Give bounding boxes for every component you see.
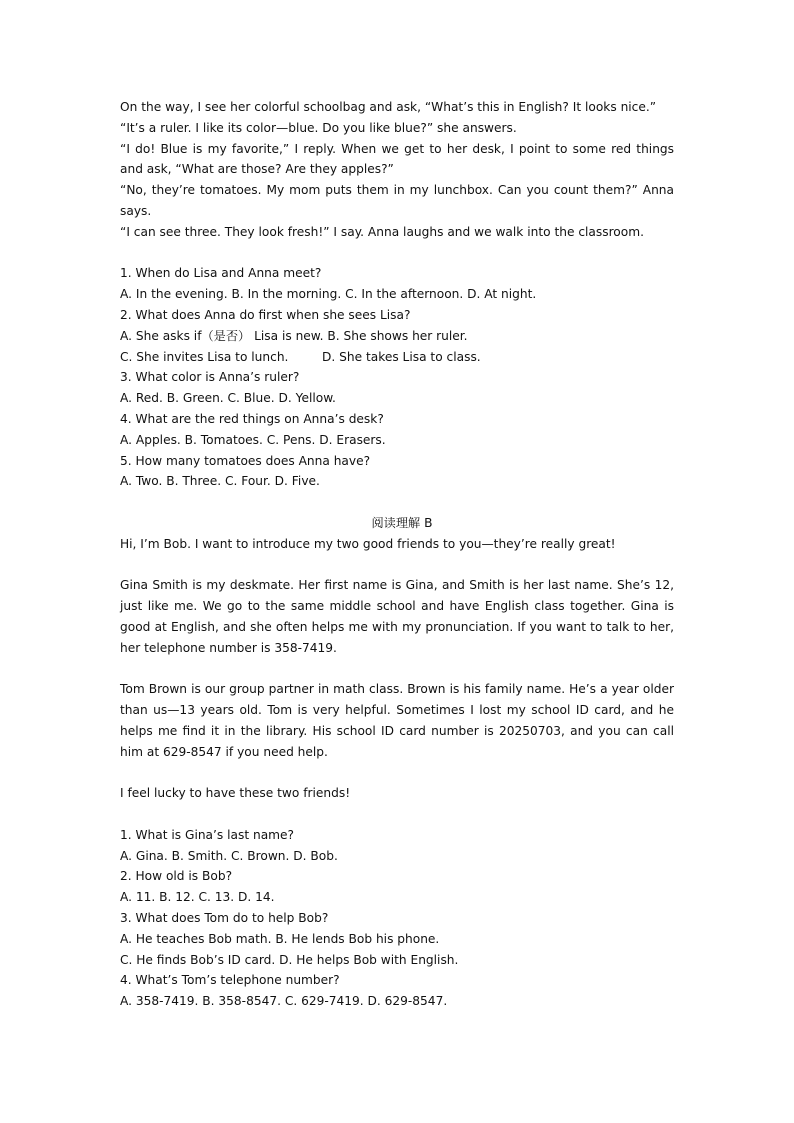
document-page (120, 97, 674, 1012)
question-2-options: A. She asks if（是否） Lisa is new. B. She shows her ruler. (120, 328, 468, 343)
story-paragraph-2: “It’s a ruler. I like its color—blue. Do you like blue?” she answers. (120, 120, 517, 135)
question-1-options: A. In the evening. B. In the morning. C. In the afternoon. D. At night. (120, 287, 537, 302)
spacer (120, 804, 674, 825)
b-question-1-options: A. Gina. B. Smith. C. Brown. D. Bob. (120, 848, 338, 863)
b-question-4: 4. What’s Tom’s telephone number? (120, 973, 340, 988)
b-question-3: 3. What does Tom do to help Bob? (120, 911, 329, 926)
spacer (120, 243, 674, 264)
story-paragraph-1: On the way, I see her colorful schoolbag and ask, “What’s this in English? It looks nice.” (120, 100, 657, 114)
b-question-4-options: A. 358-7419. B. 358-8547. C. 629-7419. D. 629-8547. (120, 994, 448, 1009)
question-5: 5. How many tomatoes does Anna have? (120, 453, 371, 468)
spacer (120, 555, 674, 576)
b-question-3-options: A. He teaches Bob math. B. He lends Bob his phone. (120, 931, 440, 946)
question-3-options: A. Red. B. Green. C. Blue. D. Yellow. (120, 391, 336, 406)
intro-paragraph: Hi, I’m Bob. I want to introduce my two good friends to you—they’re really great! (120, 536, 616, 551)
story-paragraph-3: “I do! Blue is my favorite,” I reply. When we get to her desk, I point to some red things and ask, “What are those? Are they apples?” (120, 141, 674, 177)
story-paragraph-4: “No, they’re tomatoes. My mom puts them in my lunchbox. Can you count them?” Anna says. (120, 183, 674, 218)
question-4: 4. What are the red things on Anna’s desk? (120, 411, 384, 426)
closing-paragraph: I feel lucky to have these two friends! (120, 786, 351, 801)
b-question-2-options: A. 11. B. 12. C. 13. D. 14. (120, 890, 275, 905)
spacer (120, 659, 674, 680)
b-question-3-options-row-2: C. He finds Bob’s ID card. D. He helps Bob with English. (120, 952, 459, 967)
spacer (120, 492, 674, 513)
b-question-1: 1. What is Gina’s last name? (120, 827, 295, 842)
story-paragraph-5: “I can see three. They look fresh!” I say. Anna laughs and we walk into the classroom. (120, 224, 644, 239)
question-3: 3. What color is Anna’s ruler? (120, 370, 300, 385)
question-2: 2. What does Anna do first when she sees Lisa? (120, 307, 411, 322)
question-5-options: A. Two. B. Three. C. Four. D. Five. (120, 474, 320, 489)
question-2-options-row-2 (120, 347, 674, 368)
question-4-options: A. Apples. B. Tomatoes. C. Pens. D. Erasers. (120, 432, 386, 447)
question-1: 1. When do Lisa and Anna meet? (120, 266, 322, 281)
spacer (120, 763, 674, 784)
paragraph-tom: Tom Brown is our group partner in math class. Brown is his family name. He’s a year older than us—13 years old. Tom is very helpful. Sometimes I lost my school ID card, and he helps me find it in the library. His school ID card number is 20250703, and you can call him at 629-8547 if you need help. (120, 682, 674, 759)
question-2-option-c: C. She invites Lisa to lunch. (120, 349, 289, 364)
b-question-2: 2. How old is Bob? (120, 869, 233, 884)
section-title: 阅读理解 B (371, 515, 433, 530)
question-2-option-d: D. She takes Lisa to class. (322, 349, 481, 364)
paragraph-gina: Gina Smith is my deskmate. Her first name is Gina, and Smith is her last name. She’s 12, just like me. We go to the same middle school and have English class together. Gina is good at English, and she often helps me with my pronunciation. If you want to talk to her, her telephone number is 358-7419. (120, 578, 674, 655)
